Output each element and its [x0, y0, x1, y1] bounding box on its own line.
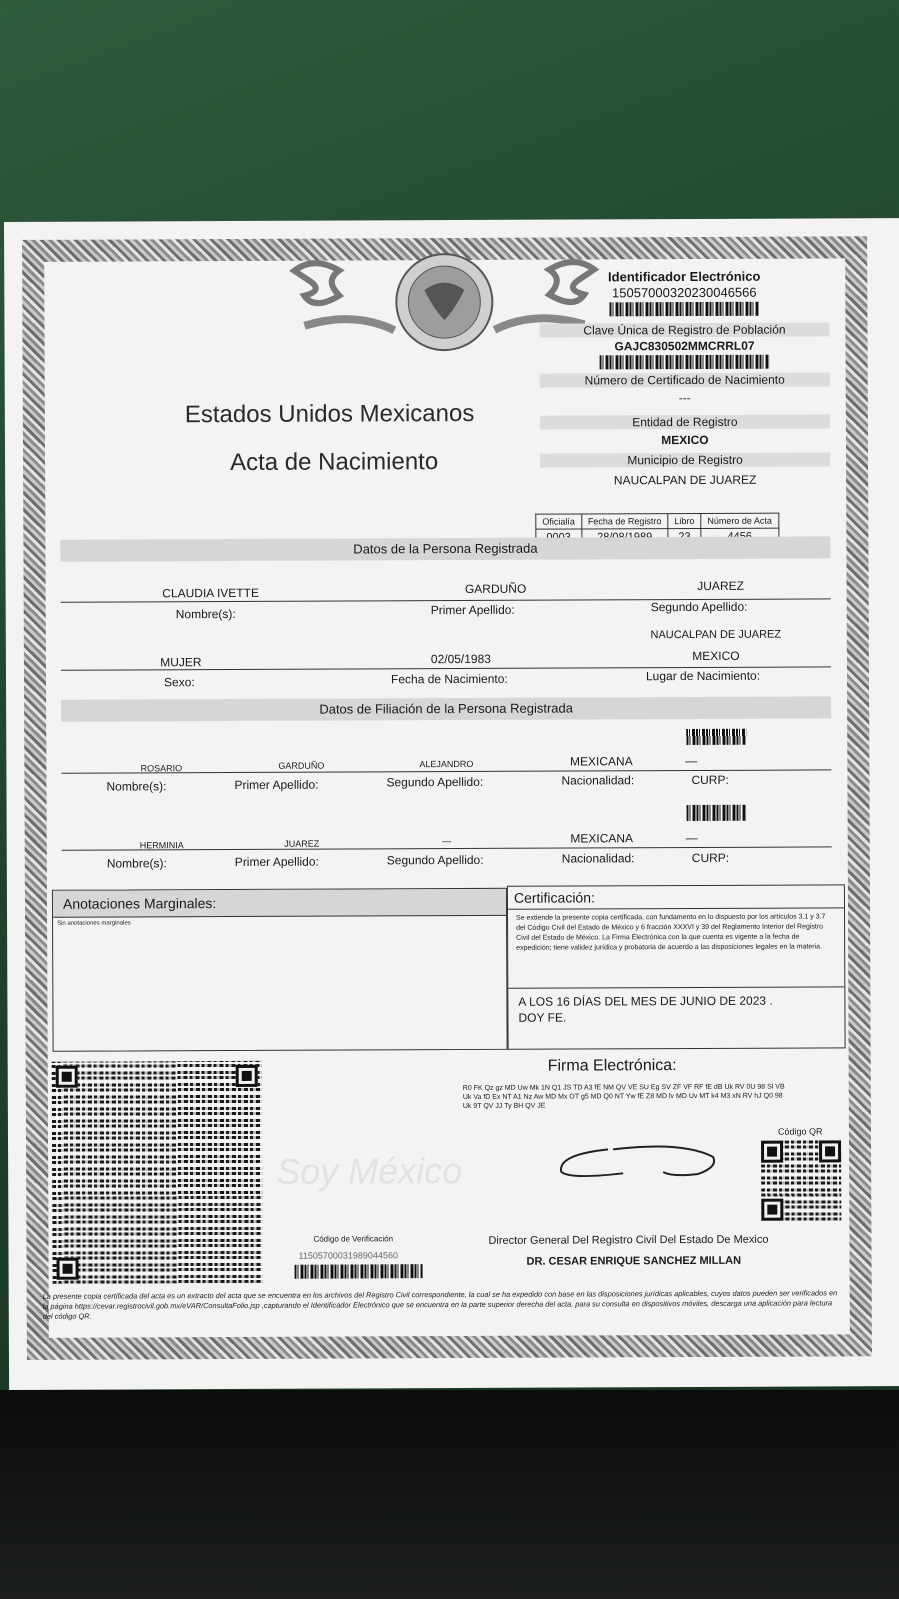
person-sexo-label: Sexo:	[163, 675, 195, 690]
certification-text: Se extiende la presente copia certificada, con fundamento en lo dispuesto por los artículos 3.1 y 3.7 del Código Civil del Estado de México y 6 fracción XXXVI y 39 del Reglamento Interior del Registro Civil del Estado de México. La Firma Electrónica con la que cuenta es vigente a la fecha de expedición; tiene validez jurídica y probatoria de acuerdo a las disposiciones legales en la materia.	[508, 908, 844, 988]
person-lugar-line2: MEXICO	[692, 648, 740, 664]
municipio-value: NAUCALPAN DE JUAREZ	[613, 472, 757, 488]
person-fecha: 02/05/1983	[430, 651, 491, 667]
large-qr-code	[52, 1061, 263, 1284]
parent2-nombre: HERMINIA	[139, 840, 184, 851]
person-segundo-apellido: JUAREZ	[697, 578, 744, 593]
parent1-nacionalidad: MEXICANA	[569, 754, 633, 769]
certification-title: Certificación:	[508, 885, 844, 909]
parent1-curp-barcode	[686, 729, 746, 745]
document-title: Acta de Nacimiento	[229, 448, 439, 477]
certification-box	[507, 884, 846, 1049]
person-fecha-label: Fecha de Nacimiento:	[390, 671, 508, 687]
id-value: 15057000320230046566	[611, 284, 757, 301]
watermark: Soy México	[276, 1150, 463, 1192]
parent2-primer: JUAREZ	[284, 838, 320, 849]
parent1-primer: GARDUÑO	[278, 760, 325, 771]
curp-label: Clave Única de Registro de Población	[539, 322, 829, 337]
certification-date: A LOS 16 DÍAS DEL MES DE JUNIO DE 2023 .	[518, 993, 773, 1009]
parent2-curp-label: CURP:	[691, 850, 730, 866]
parent2-segundo: —	[442, 836, 452, 847]
small-qr-code	[761, 1140, 841, 1220]
verif-barcode	[295, 1264, 423, 1279]
country-title: Estados Unidos Mexicanos	[184, 399, 475, 429]
person-sexo: MUJER	[160, 655, 202, 670]
parent1-curp: —	[685, 753, 698, 769]
annotations-text: Sin anotaciones marginales	[57, 920, 131, 927]
parent2-nacionalidad: MEXICANA	[570, 831, 634, 846]
person-nombre: CLAUDIA IVETTE	[162, 585, 259, 601]
municipio-label: Municipio de Registro	[540, 452, 830, 467]
libro-header: Libro	[668, 513, 701, 528]
annotations-box	[52, 888, 508, 1052]
person-nombre-label: Nombre(s):	[175, 606, 236, 622]
parent2-nombre-label: Nombre(s):	[106, 856, 167, 871]
person-section-title: Datos de la Persona Registrada	[60, 536, 830, 561]
parent1-curp-label: CURP:	[691, 772, 729, 788]
oficialia-header: Oficialía	[536, 514, 582, 529]
cert-label: Número de Certificado de Nacimiento	[540, 372, 830, 387]
footer-note: La presente copia certificada del acta es un extracto del acta que se encuentra en los archivos del Registro Civil correspondiente, la cual se ha expedido con base en las disposiciones jurídicas aplicables, cuyos datos pueden ser verificados en la página https://cevar.registrocivil.gob.mx/eVAR/ConsultaFolio.jsp ,capturando el Identificador Electrónico que se encuentra en la parte superior derecha del acta, para su consulta en dispositivos móviles, descarga una aplicación para lectura del código QR.	[42, 1288, 838, 1321]
person-primer-label: Primer Apellido:	[430, 602, 515, 618]
qr-label: Código QR	[777, 1126, 823, 1137]
parent2-nacionalidad-label: Nacionalidad:	[561, 851, 635, 866]
verif-label: Código de Verificación	[313, 1234, 394, 1244]
parent1-segundo: ALEJANDRO	[419, 758, 474, 770]
signature-hash: R0 FK Qz gz MD Uw Mk 1N Q1 JS TD A3 fE NM QV VE SU Eg SV ZF VF RF fE dB Uk RV 0U 98 Sl VB Uk Va fD Ex NT A1 Nz Aw MD Mx OT g5 MD Q0 NT Yw fE Z8 MD lv MD Uv MT k4 M3 xN RV hJ Q0 98 Uk 9T QV JJ Ty BH QV JE	[462, 1083, 785, 1111]
parent1-primer-label: Primer Apellido:	[234, 777, 319, 792]
id-label: Identificador Electrónico	[607, 268, 761, 285]
entidad-label: Entidad de Registro	[540, 414, 830, 429]
table-surface	[0, 1390, 899, 1599]
filiation-section-title: Datos de Filiación de la Persona Registrada	[61, 696, 831, 721]
parent1-nombre: ROSARIO	[140, 763, 183, 774]
cert-value: ---	[678, 391, 691, 406]
person-lugar-line1: NAUCALPAN DE JUAREZ	[650, 628, 782, 642]
director-title: Director General Del Registro Civil Del Estado De Mexico	[488, 1233, 769, 1247]
signature-title: Firma Electrónica:	[547, 1057, 677, 1075]
person-lugar-label: Lugar de Nacimiento:	[645, 668, 761, 684]
parent2-curp: —	[685, 830, 698, 846]
certification-doy-fe: DOY FE.	[518, 1010, 567, 1025]
director-name: DR. CESAR ENRIQUE SANCHEZ MILLAN	[526, 1254, 742, 1268]
numero-acta-header: Número de Acta	[701, 513, 779, 528]
birth-certificate	[4, 218, 899, 1390]
parent2-segundo-label: Segundo Apellido:	[386, 852, 484, 868]
curp-barcode	[600, 355, 770, 370]
person-segundo-label: Segundo Apellido:	[650, 599, 748, 615]
id-barcode	[609, 302, 759, 317]
parent1-segundo-label: Segundo Apellido:	[386, 774, 484, 790]
fecha-registro-header: Fecha de Registro	[581, 514, 668, 529]
handwritten-signature-icon	[553, 1139, 723, 1190]
entidad-value: MEXICO	[661, 432, 709, 448]
annotations-title: Anotaciones Marginales:	[53, 889, 506, 918]
parent2-primer-label: Primer Apellido:	[234, 854, 319, 869]
verif-value: 11505700031989044560	[298, 1250, 398, 1261]
person-primer-apellido: GARDUÑO	[464, 581, 527, 596]
curp-value: GAJC830502MMCRRL07	[614, 338, 755, 354]
parent1-nombre-label: Nombre(s):	[106, 779, 167, 794]
parent1-nacionalidad-label: Nacionalidad:	[561, 773, 635, 788]
parent2-curp-barcode	[687, 805, 747, 821]
